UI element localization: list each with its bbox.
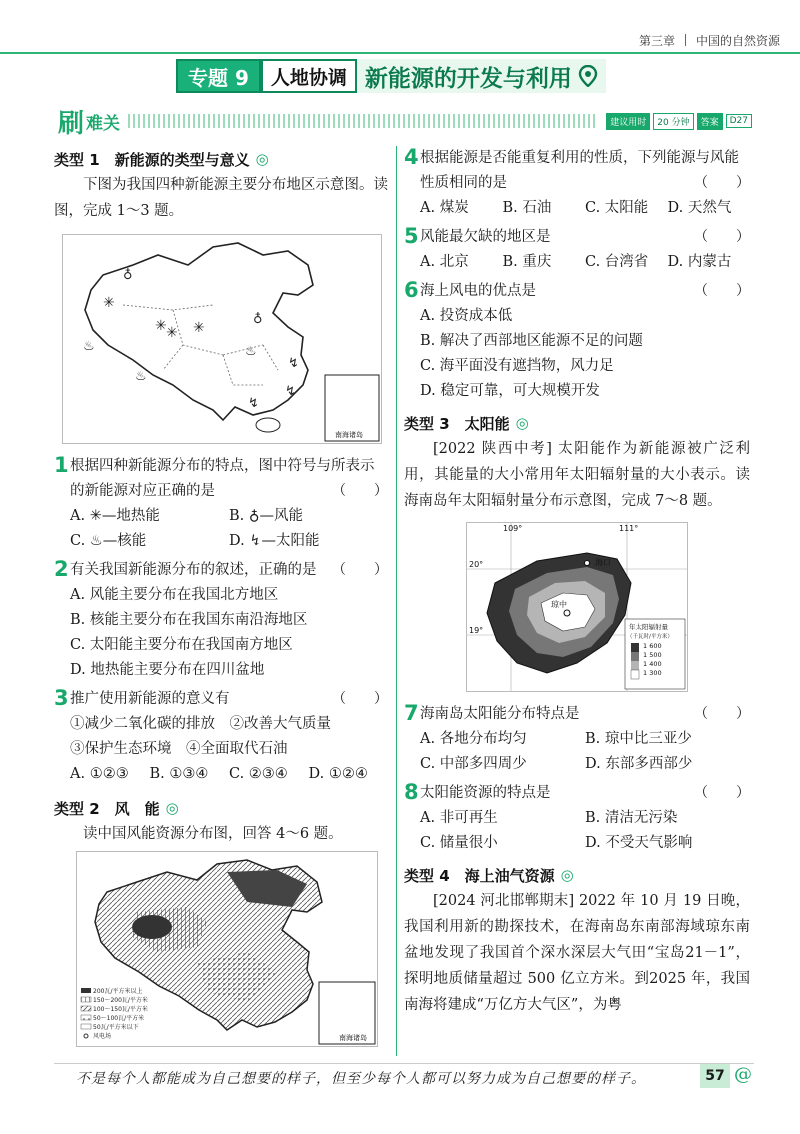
question-3 <box>54 687 388 787</box>
q1-stem-wrap <box>70 454 388 504</box>
q7-options <box>404 727 750 777</box>
footer-motto: 不是每个人都能成为自己想要的样子，但至少每个人都可以努力成为自己想要的样子。 <box>76 1071 646 1087</box>
solar-symbol: ♨ <box>135 369 147 384</box>
legend-swatch <box>631 670 639 679</box>
q3-options <box>54 762 388 787</box>
q6-options <box>404 304 750 404</box>
topic-tag: 专题 9 <box>176 59 261 93</box>
legend-swatch <box>631 643 639 652</box>
legend-item: 风电场 <box>93 1033 112 1040</box>
q6-stem: 海上风电的优点是 <box>420 283 536 299</box>
q2-stem-row <box>54 558 388 583</box>
solar-symbol: ♨ <box>245 344 257 359</box>
wind-symbol: ♁ <box>253 312 263 327</box>
topic-title: 新能源的开发与利用 <box>364 65 572 92</box>
place-label: 海口 <box>595 558 611 567</box>
option-c[interactable]: C. 太阳能主要分布在我国南方地区 <box>70 637 293 653</box>
latitude-label: 20° <box>469 560 484 569</box>
option-d[interactable]: D. 东部多西部少 <box>585 756 693 772</box>
china-new-energy-map <box>62 234 382 444</box>
hainan-solar-map <box>466 522 688 692</box>
wind-map-graphic <box>77 852 377 1046</box>
q7-answer-blank[interactable]: （ ） <box>694 706 750 722</box>
option-b[interactable]: B. ①③④ <box>149 766 209 782</box>
legend-swatch <box>631 661 639 670</box>
q7-stem-wrap <box>420 702 750 727</box>
option-d[interactable]: D. 天然气 <box>667 200 732 216</box>
footer-rule <box>54 1063 754 1064</box>
q6-number: 6 <box>404 278 419 302</box>
q3-items <box>54 712 388 762</box>
option-d[interactable]: D. 内蒙古 <box>667 254 732 270</box>
option-d[interactable]: D. 稳定可靠，可大规模开发 <box>420 383 600 399</box>
option-c[interactable]: C. 海平面没有遮挡物，风力足 <box>420 358 614 374</box>
topic-title-wrap <box>357 59 606 93</box>
q2-answer-blank[interactable]: （ ） <box>332 562 388 578</box>
question-6 <box>404 279 750 404</box>
inset-label: 南海诸岛 <box>339 1034 367 1042</box>
option-a[interactable]: A. 非可再生 <box>420 810 498 826</box>
hatch-decoration <box>128 114 595 128</box>
q1-stem-row <box>54 454 388 504</box>
legend-swatch <box>81 988 91 993</box>
level-label: 难关 <box>86 113 121 134</box>
haikou-marker <box>585 561 590 566</box>
snail-icon: @ <box>734 1064 752 1085</box>
divider <box>685 34 686 46</box>
chapter-title: 中国的自然资源 <box>695 33 780 48</box>
legend-value: 1 400 <box>643 660 662 668</box>
q1-number: 1 <box>54 453 69 477</box>
question-1 <box>54 454 388 554</box>
q3-answer-blank[interactable]: （ ） <box>332 691 388 707</box>
right-column <box>404 146 750 1018</box>
place-label: 琼中 <box>551 600 567 609</box>
option-d[interactable]: D. 地热能主要分布在四川盆地 <box>70 662 265 678</box>
q6-stem-wrap <box>420 279 750 304</box>
geothermal-symbol: ✳ <box>103 295 115 311</box>
q1-answer-blank[interactable]: （ ） <box>332 483 388 499</box>
option-d[interactable]: D. 不受天气影响 <box>585 835 693 851</box>
q6-stem-row <box>404 279 750 304</box>
question-8 <box>404 781 750 856</box>
location-pin-icon <box>578 65 598 87</box>
option-b[interactable]: B. 解决了西部地区能源不足的问题 <box>420 333 643 349</box>
q7-stem: 海南岛太阳能分布特点是 <box>420 706 580 722</box>
q5-options <box>404 250 750 275</box>
nuclear-symbol: ↯ <box>285 384 296 399</box>
question-4 <box>404 146 750 221</box>
legend-item: 200瓦/平方米以上 <box>93 988 143 995</box>
option-b[interactable]: B. 清洁无污染 <box>585 810 678 826</box>
q8-answer-blank[interactable]: （ ） <box>694 785 750 801</box>
type3-heading <box>404 410 750 436</box>
option-a[interactable]: A. 风能主要分布在我国北方地区 <box>70 587 279 603</box>
q3-item-line: ①减少二氧化碳的排放 ②改善大气质量 <box>70 716 331 732</box>
difficulty-strip <box>58 106 752 139</box>
legend-item: 100～150瓦/平方米 <box>93 1006 148 1013</box>
geothermal-symbol: ✳ <box>155 318 167 334</box>
type3-intro: [2022 陕西中考] 太阳能作为新能源被广泛利用，其能量的大小常用年太阳辐射量的大小表示。读海南岛年太阳辐射量分布示意图，完成 7～8 题。 <box>404 441 750 509</box>
legend-item: 50～100瓦/平方米 <box>93 1015 145 1022</box>
chapter-header <box>639 28 780 52</box>
option-a[interactable]: A. ①②③ <box>70 766 129 782</box>
q4-stem-row <box>404 146 750 196</box>
option-b[interactable]: B. ♁—风能 <box>229 508 303 524</box>
hainan-map-graphic <box>467 523 687 691</box>
nuclear-symbol: ↯ <box>288 356 299 371</box>
option-c[interactable]: C. 太阳能 <box>585 200 649 216</box>
inset-label: 南海诸岛 <box>335 431 363 439</box>
chapter-number: 第三章 <box>638 33 675 48</box>
option-c[interactable]: C. 台湾省 <box>585 254 649 270</box>
q4-stem: 根据能源是否能重复利用的性质，下列能源与风能性质相同的是 <box>420 150 739 191</box>
topic-banner <box>176 58 606 94</box>
answer-label: 答案 <box>697 113 723 130</box>
type2-intro: 读中国风能资源分布图，回答 4～6 题。 <box>83 826 343 842</box>
q5-number: 5 <box>404 224 419 248</box>
q4-stem-wrap <box>420 146 750 196</box>
longitude-label: 111° <box>619 524 639 533</box>
legend-swatch <box>81 1006 91 1011</box>
option-c[interactable]: C. ②③④ <box>229 766 288 782</box>
geothermal-symbol: ✳ <box>193 320 205 336</box>
legend-value: 1 600 <box>643 642 662 650</box>
answer-page: D27 <box>726 114 752 128</box>
q2-number: 2 <box>54 557 69 581</box>
topic-subtitle: 人地协调 <box>261 59 357 93</box>
legend-value: 1 500 <box>643 651 662 659</box>
q7-number: 7 <box>404 701 419 725</box>
q5-stem-row <box>404 225 750 250</box>
legend-title: 年太阳辐射量 <box>629 623 668 631</box>
target-icon: ◎ <box>515 414 529 432</box>
type1-label: 类型 1 新能源的类型与意义 <box>54 150 250 169</box>
type4-label: 类型 4 海上油气资源 <box>404 866 555 885</box>
option-c[interactable]: C. 储量很小 <box>420 835 498 851</box>
map-graphic <box>63 235 381 443</box>
solar-symbol: ♨ <box>83 339 95 354</box>
q8-stem: 太阳能资源的特点是 <box>420 785 551 801</box>
legend-swatch <box>81 1015 91 1020</box>
china-wind-energy-map <box>76 851 378 1047</box>
type1-intro: 下图为我国四种新能源主要分布地区示意图。读图，完成 1～3 题。 <box>54 177 388 219</box>
question-5 <box>404 225 750 275</box>
legend-item: 150～200瓦/平方米 <box>93 997 148 1004</box>
type3-label: 类型 3 太阳能 <box>404 414 510 433</box>
q1-options <box>54 504 388 554</box>
legend-swatch <box>631 652 639 661</box>
q4-options <box>404 196 750 221</box>
target-icon: ◎ <box>165 799 179 817</box>
geothermal-symbol: ✳ <box>166 325 178 341</box>
q3-stem-wrap <box>70 687 388 712</box>
option-a[interactable]: A. ✳—地热能 <box>70 508 160 524</box>
question-2 <box>54 558 388 683</box>
time-label: 建议用时 <box>606 113 650 130</box>
time-value: 20 分钟 <box>653 113 693 130</box>
q4-number: 4 <box>404 145 419 169</box>
q5-stem: 风能最欠缺的地区是 <box>420 229 551 245</box>
wind-farm-symbol <box>84 1034 88 1038</box>
q2-stem: 有关我国新能源分布的叙述，正确的是 <box>70 562 317 578</box>
q3-stem-row <box>54 687 388 712</box>
place-label: 三亚 <box>541 678 557 687</box>
q2-options <box>54 583 388 683</box>
type1-heading <box>54 146 388 172</box>
target-icon: ◎ <box>560 866 574 884</box>
option-a[interactable]: A. 煤炭 <box>420 200 469 216</box>
question-7 <box>404 702 750 777</box>
option-a[interactable]: A. 投资成本低 <box>420 308 513 324</box>
q5-answer-blank[interactable]: （ ） <box>694 229 750 245</box>
q1-stem: 根据四种新能源分布的特点，图中符号与所表示的新能源对应正确的是 <box>70 458 375 499</box>
q8-number: 8 <box>404 780 419 804</box>
option-b[interactable]: B. 重庆 <box>502 254 552 270</box>
page-number: 57 <box>700 1064 730 1088</box>
option-c[interactable]: C. ♨—核能 <box>70 533 147 549</box>
header-rule <box>0 52 800 54</box>
legend-unit: （千瓦时/平方米） <box>627 634 673 640</box>
q2-stem-wrap <box>70 558 388 583</box>
legend-value: 1 300 <box>643 669 662 677</box>
option-a[interactable]: A. 各地分布均匀 <box>420 731 527 747</box>
type2-label: 类型 2 风 能 <box>54 799 160 818</box>
option-d[interactable]: D. ①②④ <box>308 766 368 782</box>
type4-intro: [2024 河北邯郸期末] 2022 年 10 月 19 日晚，我国利用新的勘探技术，在海南岛东南部海域琼东南盆地发现了我国首个深水深层大气田“宝岛21－1”，探明地质储量超过 500 亿立方米。到2025 年，我国南海将建成“万亿方大气区”，为粤 <box>404 893 750 1013</box>
nuclear-symbol: ↯ <box>248 396 259 411</box>
option-d[interactable]: D. ↯—太阳能 <box>229 533 320 549</box>
q5-stem-wrap <box>420 225 750 250</box>
option-b[interactable]: B. 核能主要分布在我国东南沿海地区 <box>70 612 308 628</box>
q3-item-line: ③保护生态环境 ④全面取代石油 <box>70 741 288 757</box>
type2-heading <box>54 795 388 821</box>
legend-swatch <box>81 997 91 1002</box>
q3-stem: 推广使用新能源的意义有 <box>70 691 230 707</box>
longitude-label: 109° <box>503 524 523 533</box>
legend-item: 50瓦/平方米以下 <box>93 1024 139 1031</box>
q7-stem-row <box>404 702 750 727</box>
option-c[interactable]: C. 中部多四周少 <box>420 756 527 772</box>
legend-swatch <box>81 1024 91 1029</box>
option-b[interactable]: B. 石油 <box>502 200 552 216</box>
option-b[interactable]: B. 琼中比三亚少 <box>585 731 692 747</box>
q3-number: 3 <box>54 686 69 710</box>
q8-stem-wrap <box>420 781 750 806</box>
q6-answer-blank[interactable]: （ ） <box>694 283 750 299</box>
q8-stem-row <box>404 781 750 806</box>
target-icon: ◎ <box>255 150 269 168</box>
option-a[interactable]: A. 北京 <box>420 254 469 270</box>
shua-label: 刷 <box>58 108 85 139</box>
q8-options <box>404 806 750 856</box>
latitude-label: 19° <box>469 626 484 635</box>
wind-symbol: ♁ <box>123 268 133 283</box>
left-column <box>54 146 388 1047</box>
type4-heading <box>404 862 750 888</box>
column-divider <box>396 146 397 1056</box>
q4-answer-blank[interactable]: （ ） <box>694 175 750 191</box>
